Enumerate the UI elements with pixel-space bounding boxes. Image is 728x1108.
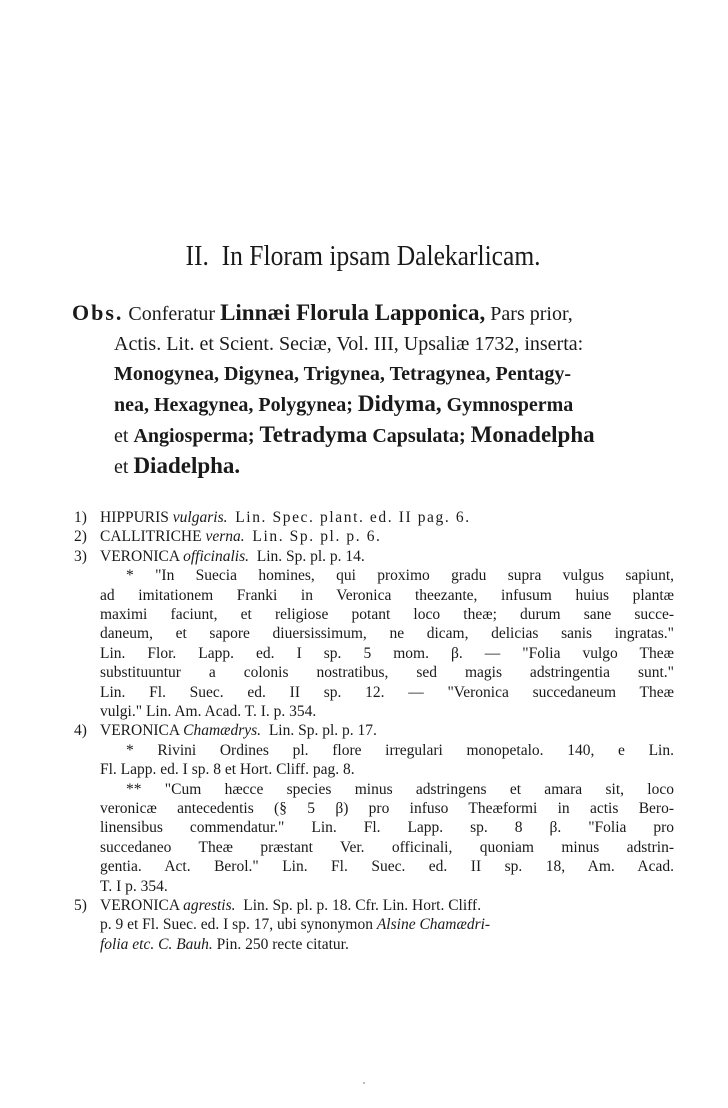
note-line: veronicæ antecedentis (§ 5 β) pro infuso Theæformi in actis Bero-	[100, 799, 674, 817]
observation-paragraph	[72, 298, 672, 482]
obs-text-big: Diadelpha.	[133, 453, 241, 478]
obs-line-4	[72, 389, 672, 420]
entry-number: 3)	[74, 547, 87, 565]
entry-number: 2)	[74, 528, 87, 546]
obs-label: Obs.	[72, 300, 124, 325]
obs-text: Conferatur	[128, 303, 216, 325]
entry-genus: CALLITRICHE	[100, 528, 202, 546]
entry-number: 1)	[74, 509, 87, 526]
obs-work-title: Linnæi Florula Lapponica,	[220, 300, 486, 325]
note-line: maximi faciunt, et religiose potant loco theæ; durum sane succe-	[100, 606, 674, 623]
section-heading	[43, 236, 684, 276]
section-title: In Floram ipsam Dalekarlicam.	[221, 240, 541, 272]
obs-text-bold: nea, Hexagynea, Polygynea;	[114, 394, 353, 416]
note-line: Lin. Flor. Lapp. ed. I sp. 5 mom. β. — "Folia vulgo Theæ	[100, 644, 674, 662]
note-line: ad imitationem Franki in Veronica theezante, infusum huius plantæ	[100, 586, 674, 604]
entry-1	[74, 508, 674, 527]
note-line: p. 9 et Fl. Suec. ed. I sp. 17, ubi synonymon Alsine Chamædri-	[100, 916, 491, 934]
obs-text-bold: Angiosperma;	[133, 425, 255, 447]
obs-line-6	[72, 451, 672, 482]
entry-4	[74, 721, 674, 740]
note-line: linensibus commendatur." Lin. Fl. Lapp. sp. 8 β. "Folia pro	[100, 819, 674, 837]
entry-species: officinalis.	[183, 547, 249, 565]
obs-text-bold: Monogynea, Digynea, Trigynea, Tetragynea, Pentagy-	[114, 363, 572, 385]
obs-text-bold: Capsulata;	[372, 425, 466, 447]
note-line: folia etc. C. Bauh. Pin. 250 recte citatur.	[100, 935, 349, 953]
obs-text-big: Tetradyma	[259, 422, 368, 447]
note-line: substituuntur a colonis nostratibus, sed magis adstringentia sunt."	[100, 664, 674, 682]
note-line: succedaneo Theæ præstant Ver. officinali, quoniam minus adstrin-	[100, 838, 674, 856]
obs-text-big: Didyma,	[357, 391, 442, 416]
obs-line-3	[72, 359, 672, 389]
entry-number: 4)	[74, 722, 87, 740]
note-line: * Rivini Ordines pl. flore irregulari monopetalo. 140, e Lin.	[126, 741, 674, 759]
entry-5	[74, 896, 674, 915]
note-line: T. I p. 354.	[100, 877, 168, 895]
entry-reference: Lin. Sp. pl. p. 14.	[256, 547, 365, 565]
entry-genus: HIPPURIS	[100, 509, 169, 526]
note-line: ** "Cum hæcce species minus adstringens et amara sit, loco	[126, 780, 674, 798]
obs-text-big: Monadelpha	[470, 422, 595, 447]
section-numeral: II.	[185, 240, 209, 272]
note-line: Lin. Fl. Suec. ed. II sp. 12. — "Veronica succedaneum Theæ	[100, 683, 674, 701]
entry-species: Chamædrys.	[183, 722, 262, 740]
note-line: Fl. Lapp. ed. I sp. 8 et Hort. Cliff. pag. 8.	[100, 761, 355, 779]
entry-2	[74, 527, 674, 546]
obs-line-2: Actis. Lit. et Scient. Seciæ, Vol. III, Upsaliæ 1732, inserta:	[114, 333, 584, 355]
entry-reference: Lin. Spec. plant. ed. II pag. 6.	[235, 509, 471, 526]
entry-genus: VERONICA	[100, 896, 180, 914]
entry-species: vulgaris.	[172, 509, 228, 526]
obs-text-bold: Gymnosperma	[446, 394, 574, 416]
entry-species: verna.	[205, 528, 245, 546]
obs-line-1	[72, 298, 672, 329]
entries-list	[74, 508, 674, 954]
entry-number: 5)	[74, 896, 87, 914]
note-line: * "In Suecia homines, qui proximo gradu supra vulgus sapiunt,	[126, 567, 674, 585]
entry-genus: VERONICA	[100, 722, 180, 740]
obs-text: et	[114, 425, 129, 447]
obs-line-5	[72, 420, 672, 451]
note-line: gentia. Act. Berol." Lin. Fl. Suec. ed. II sp. 18, Am. Acad.	[100, 858, 674, 876]
entry-species: agrestis.	[183, 896, 236, 914]
note-line: vulgi." Lin. Am. Acad. T. I. p. 354.	[100, 702, 317, 720]
entry-3	[74, 547, 674, 566]
entry-genus: VERONICA	[100, 547, 180, 565]
entry-reference: Lin. Sp. pl. p. 17.	[268, 722, 377, 740]
page-speck	[363, 1082, 365, 1084]
entry-reference: Lin. Sp. pl. p. 18. Cfr. Lin. Hort. Cliff.	[243, 896, 482, 914]
obs-text: Pars prior,	[490, 303, 573, 325]
entry-reference: Lin. Sp. pl. p. 6.	[252, 528, 382, 546]
obs-text: et	[114, 456, 129, 478]
note-line: daneum, et sapore diuersissimum, ne dicam, delicias sanis ingratas."	[100, 625, 674, 643]
